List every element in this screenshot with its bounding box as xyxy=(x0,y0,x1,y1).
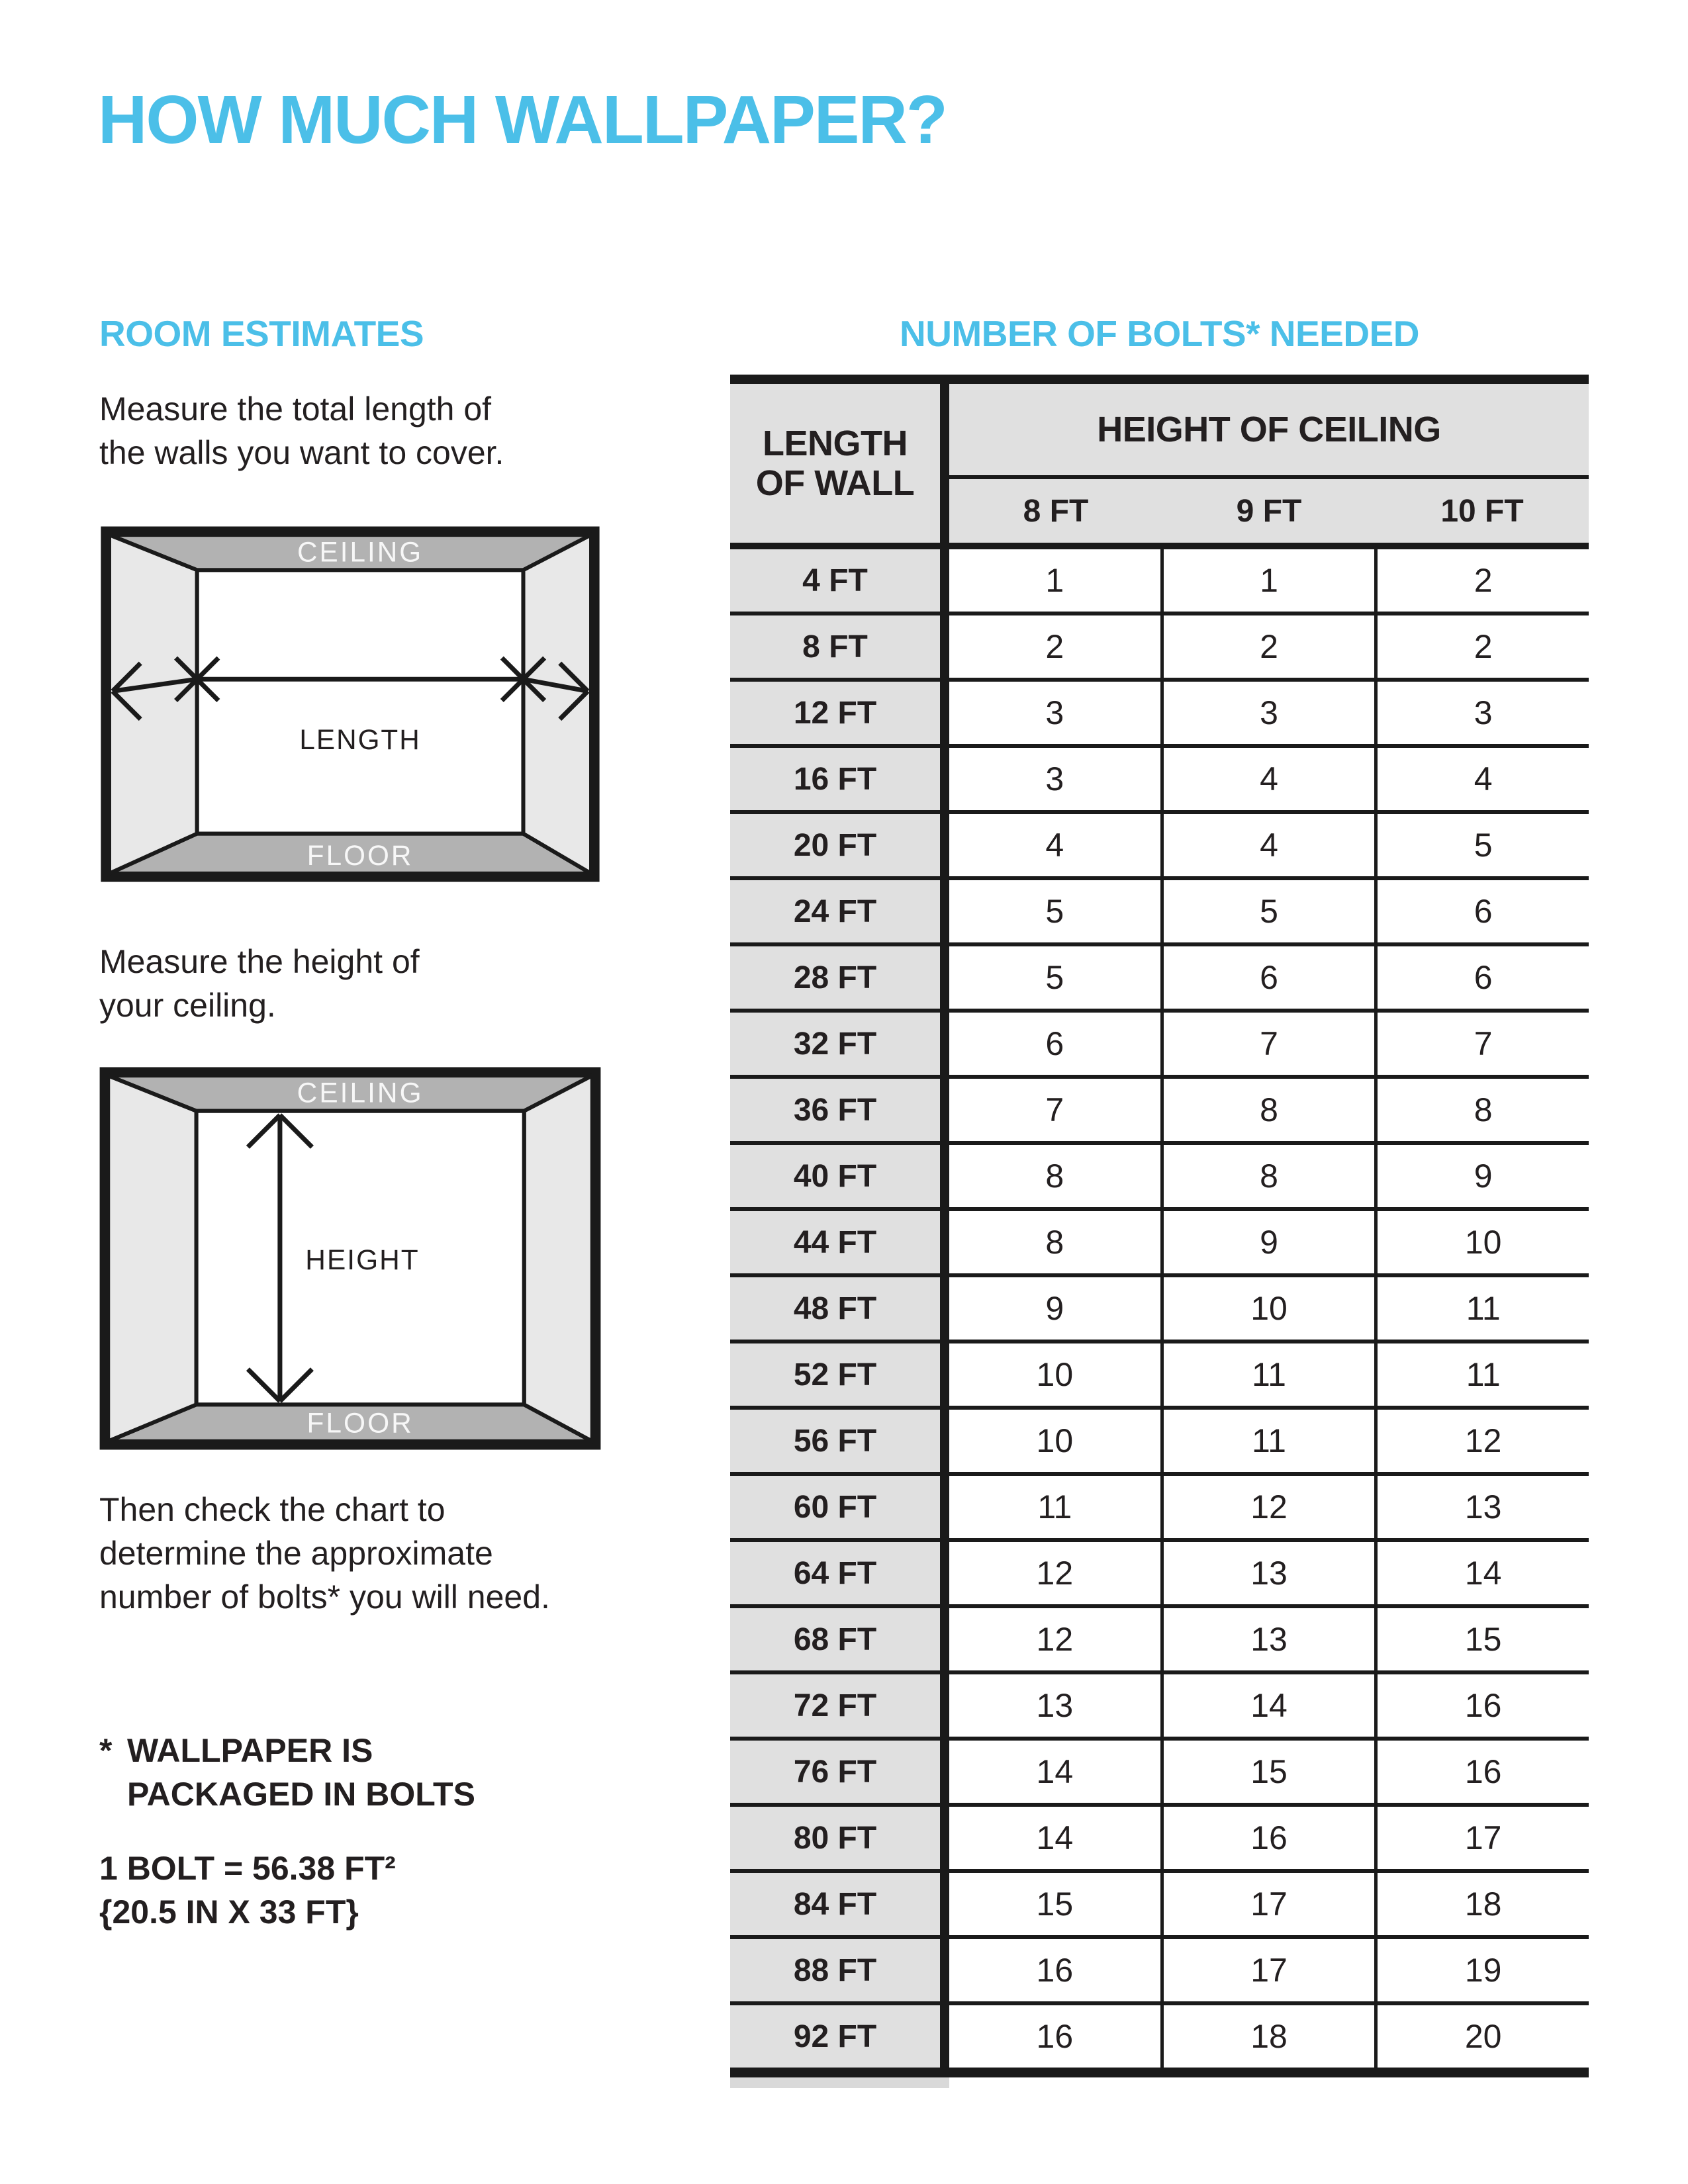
table-top-rule xyxy=(730,375,1589,384)
column-divider xyxy=(940,1608,949,1670)
table-row xyxy=(730,1476,1589,1538)
bolt-count-cell: 16 xyxy=(949,1939,1160,2001)
wall-length-label: 44 FT xyxy=(730,1211,940,1273)
bolt-count-cell: 11 xyxy=(1374,1343,1589,1406)
column-divider xyxy=(940,1013,949,1075)
column-divider xyxy=(940,1741,949,1803)
instruction-line: Measure the total length of xyxy=(99,390,492,428)
bolt-count-cell: 2 xyxy=(1374,549,1589,612)
bolt-count-cell: 16 xyxy=(1160,1807,1375,1869)
bolt-count-cell: 14 xyxy=(1160,1674,1375,1737)
column-divider xyxy=(940,1145,949,1207)
wall-length-label: 88 FT xyxy=(730,1939,940,2001)
table-row xyxy=(730,1741,1589,1803)
table-row xyxy=(730,1277,1589,1340)
back-wall xyxy=(197,570,524,833)
wall-length-label: 16 FT xyxy=(730,748,940,810)
bolt-count-cell: 4 xyxy=(1160,748,1375,810)
wall-length-label: 36 FT xyxy=(730,1079,940,1141)
table-row xyxy=(730,1013,1589,1075)
wall-length-label: 56 FT xyxy=(730,1410,940,1472)
column-divider xyxy=(940,1211,949,1273)
bolt-count-cell: 7 xyxy=(1374,1013,1589,1075)
bolt-count-cell: 5 xyxy=(949,880,1160,942)
instruction-measure-height xyxy=(99,940,420,1027)
bolt-count-cell: 7 xyxy=(1160,1013,1375,1075)
column-divider xyxy=(940,1807,949,1869)
table-row xyxy=(730,1608,1589,1670)
room-estimates-heading: ROOM ESTIMATES xyxy=(99,313,424,354)
bolt-count-cell: 3 xyxy=(949,682,1160,744)
bolt-count-cell: 4 xyxy=(1374,748,1589,810)
table-row xyxy=(730,1939,1589,2001)
column-divider xyxy=(940,814,949,876)
ceiling-height-subheaders xyxy=(949,479,1589,543)
column-divider xyxy=(940,1079,949,1141)
length-of-wall-header xyxy=(730,384,940,543)
table-shadow-tail xyxy=(730,2077,949,2088)
column-divider xyxy=(940,1410,949,1472)
footnote-line: * WALLPAPER IS xyxy=(99,1729,475,1772)
table-row xyxy=(730,1211,1589,1273)
bolt-count-cell: 6 xyxy=(1160,946,1375,1009)
column-divider xyxy=(940,748,949,810)
wall-length-label: 28 FT xyxy=(730,946,940,1009)
footnote-line: PACKAGED IN BOLTS xyxy=(127,1776,475,1813)
col-header-10ft: 10 FT xyxy=(1440,493,1524,529)
column-divider xyxy=(940,946,949,1009)
bolt-count-cell: 2 xyxy=(949,615,1160,678)
wall-length-label: 92 FT xyxy=(730,2005,940,2068)
wall-length-label: 48 FT xyxy=(730,1277,940,1340)
bolt-count-cell: 10 xyxy=(1160,1277,1375,1340)
bolt-count-cell: 3 xyxy=(949,748,1160,810)
table-row xyxy=(730,1079,1589,1141)
table-row xyxy=(730,1807,1589,1869)
height-of-ceiling-header-group xyxy=(949,384,1589,543)
column-divider xyxy=(940,1476,949,1538)
instruction-line: your ceiling. xyxy=(99,987,276,1024)
table-header xyxy=(730,384,1589,543)
bolt-count-cell: 16 xyxy=(1374,1674,1589,1737)
instruction-measure-length xyxy=(99,387,504,475)
bolt-count-cell: 1 xyxy=(949,549,1160,612)
table-row xyxy=(730,814,1589,876)
right-wall xyxy=(523,535,591,874)
table-body xyxy=(730,549,1589,2068)
bolt-count-cell: 8 xyxy=(949,1211,1160,1273)
column-divider xyxy=(940,1542,949,1604)
bolt-count-cell: 13 xyxy=(1160,1608,1375,1670)
column-divider xyxy=(940,2005,949,2068)
col-header-9ft: 9 FT xyxy=(1236,493,1302,529)
bolt-count-cell: 15 xyxy=(1160,1741,1375,1803)
table-row xyxy=(730,1343,1589,1406)
wall-length-label: 24 FT xyxy=(730,880,940,942)
bolt-count-cell: 5 xyxy=(1374,814,1589,876)
room-length-diagram xyxy=(99,526,601,882)
column-divider xyxy=(940,1939,949,2001)
bolt-count-cell: 6 xyxy=(1374,880,1589,942)
bolt-count-cell: 12 xyxy=(1160,1476,1375,1538)
table-row xyxy=(730,1674,1589,1737)
bolt-count-cell: 13 xyxy=(1374,1476,1589,1538)
bolt-count-cell: 6 xyxy=(949,1013,1160,1075)
instruction-line: determine the approximate xyxy=(99,1535,493,1572)
instruction-line: Then check the chart to xyxy=(99,1491,445,1528)
bolt-count-cell: 5 xyxy=(1160,880,1375,942)
wall-length-label: 72 FT xyxy=(730,1674,940,1737)
bolt-count-cell: 14 xyxy=(949,1807,1160,1869)
bolt-count-cell: 8 xyxy=(1374,1079,1589,1141)
instruction-line: the walls you want to cover. xyxy=(99,434,504,471)
bolt-count-cell: 9 xyxy=(949,1277,1160,1340)
bolt-count-cell: 8 xyxy=(1160,1079,1375,1141)
wall-length-label: 64 FT xyxy=(730,1542,940,1604)
bolt-count-cell: 10 xyxy=(1374,1211,1589,1273)
bolt-count-cell: 13 xyxy=(1160,1542,1375,1604)
bolt-count-cell: 16 xyxy=(1374,1741,1589,1803)
wall-length-label: 84 FT xyxy=(730,1873,940,1935)
bolt-count-cell: 3 xyxy=(1374,682,1589,744)
bolt-count-cell: 9 xyxy=(1374,1145,1589,1207)
bolt-count-cell: 11 xyxy=(1374,1277,1589,1340)
bolt-size-line: 1 BOLT = 56.38 FT² xyxy=(99,1850,396,1887)
table-row xyxy=(730,880,1589,942)
column-divider xyxy=(940,682,949,744)
wall-length-label: 60 FT xyxy=(730,1476,940,1538)
wall-length-label: 4 FT xyxy=(730,549,940,612)
wall-length-label: 80 FT xyxy=(730,1807,940,1869)
bolt-count-cell: 9 xyxy=(1160,1211,1375,1273)
wall-length-label: 76 FT xyxy=(730,1741,940,1803)
wall-length-label: 12 FT xyxy=(730,682,940,744)
column-divider xyxy=(940,615,949,678)
bolt-count-cell: 12 xyxy=(1374,1410,1589,1472)
bolt-count-cell: 17 xyxy=(1160,1873,1375,1935)
floor-label: FLOOR xyxy=(306,1407,414,1439)
bolt-count-cell: 16 xyxy=(949,2005,1160,2068)
table-row xyxy=(730,1410,1589,1472)
column-divider xyxy=(940,880,949,942)
height-of-ceiling-header: HEIGHT OF CEILING xyxy=(1097,410,1441,449)
bolt-count-cell: 2 xyxy=(1374,615,1589,678)
bolt-count-cell: 17 xyxy=(1374,1807,1589,1869)
table-row xyxy=(730,946,1589,1009)
bolt-count-cell: 14 xyxy=(949,1741,1160,1803)
instruction-check-chart xyxy=(99,1488,550,1619)
bolts-footnote xyxy=(99,1729,475,1816)
bolt-count-cell: 17 xyxy=(1160,1939,1375,2001)
column-divider xyxy=(940,1277,949,1340)
bolt-count-cell: 8 xyxy=(1160,1145,1375,1207)
bolt-count-cell: 15 xyxy=(949,1873,1160,1935)
table-row xyxy=(730,2005,1589,2068)
bolt-count-cell: 7 xyxy=(949,1079,1160,1141)
instruction-line: number of bolts* you will need. xyxy=(99,1578,550,1615)
room-height-diagram xyxy=(99,1067,601,1451)
bolt-count-cell: 4 xyxy=(949,814,1160,876)
header-line: OF WALL xyxy=(755,463,915,503)
bolt-count-cell: 14 xyxy=(1374,1542,1589,1604)
bolts-table xyxy=(730,375,1589,2088)
header-line: LENGTH xyxy=(763,424,908,463)
bolt-count-cell: 12 xyxy=(949,1608,1160,1670)
bolt-size-info xyxy=(99,1846,396,1934)
bolt-count-cell: 10 xyxy=(949,1410,1160,1472)
column-divider xyxy=(940,549,949,612)
bolt-count-cell: 1 xyxy=(1160,549,1375,612)
right-wall xyxy=(524,1075,592,1441)
column-divider xyxy=(940,1674,949,1737)
column-divider xyxy=(940,384,949,543)
table-row xyxy=(730,1145,1589,1207)
bolt-count-cell: 13 xyxy=(949,1674,1160,1737)
table-bottom-rule xyxy=(730,2068,1589,2077)
header-bottom-rule xyxy=(730,543,1589,549)
table-row xyxy=(730,549,1589,612)
length-label: LENGTH xyxy=(299,723,421,755)
bolt-count-cell: 6 xyxy=(1374,946,1589,1009)
wall-length-label: 32 FT xyxy=(730,1013,940,1075)
bolt-count-cell: 5 xyxy=(949,946,1160,1009)
bolt-count-cell: 2 xyxy=(1160,615,1375,678)
bolt-count-cell: 15 xyxy=(1374,1608,1589,1670)
wall-length-label: 52 FT xyxy=(730,1343,940,1406)
table-row xyxy=(730,1873,1589,1935)
bolt-count-cell: 11 xyxy=(1160,1343,1375,1406)
table-row xyxy=(730,682,1589,744)
column-divider xyxy=(940,1873,949,1935)
bolt-count-cell: 19 xyxy=(1374,1939,1589,2001)
bolt-count-cell: 18 xyxy=(1374,1873,1589,1935)
wall-length-label: 8 FT xyxy=(730,615,940,678)
bolt-count-cell: 20 xyxy=(1374,2005,1589,2068)
page-title: HOW MUCH WALLPAPER? xyxy=(98,81,947,158)
left-wall xyxy=(108,1075,196,1441)
bolt-count-cell: 12 xyxy=(949,1542,1160,1604)
bolts-needed-heading: NUMBER OF BOLTS* NEEDED xyxy=(899,313,1419,354)
wall-length-label: 68 FT xyxy=(730,1608,940,1670)
bolt-count-cell: 10 xyxy=(949,1343,1160,1406)
bolt-count-cell: 11 xyxy=(1160,1410,1375,1472)
wall-length-label: 40 FT xyxy=(730,1145,940,1207)
bolt-count-cell: 3 xyxy=(1160,682,1375,744)
ceiling-label: CEILING xyxy=(297,1077,424,1109)
height-label: HEIGHT xyxy=(305,1244,420,1276)
table-row xyxy=(730,1542,1589,1604)
bolt-count-cell: 4 xyxy=(1160,814,1375,876)
ceiling-label: CEILING xyxy=(297,536,424,568)
bolt-count-cell: 8 xyxy=(949,1145,1160,1207)
bolt-size-line: {20.5 IN X 33 FT} xyxy=(99,1893,359,1931)
asterisk: * xyxy=(99,1732,113,1769)
column-divider xyxy=(940,1343,949,1406)
wall-length-label: 20 FT xyxy=(730,814,940,876)
floor-label: FLOOR xyxy=(306,839,414,871)
col-header-8ft: 8 FT xyxy=(1023,493,1089,529)
bolt-count-cell: 11 xyxy=(949,1476,1160,1538)
bolt-count-cell: 18 xyxy=(1160,2005,1375,2068)
table-row xyxy=(730,748,1589,810)
table-row xyxy=(730,615,1589,678)
instruction-line: Measure the height of xyxy=(99,943,420,980)
